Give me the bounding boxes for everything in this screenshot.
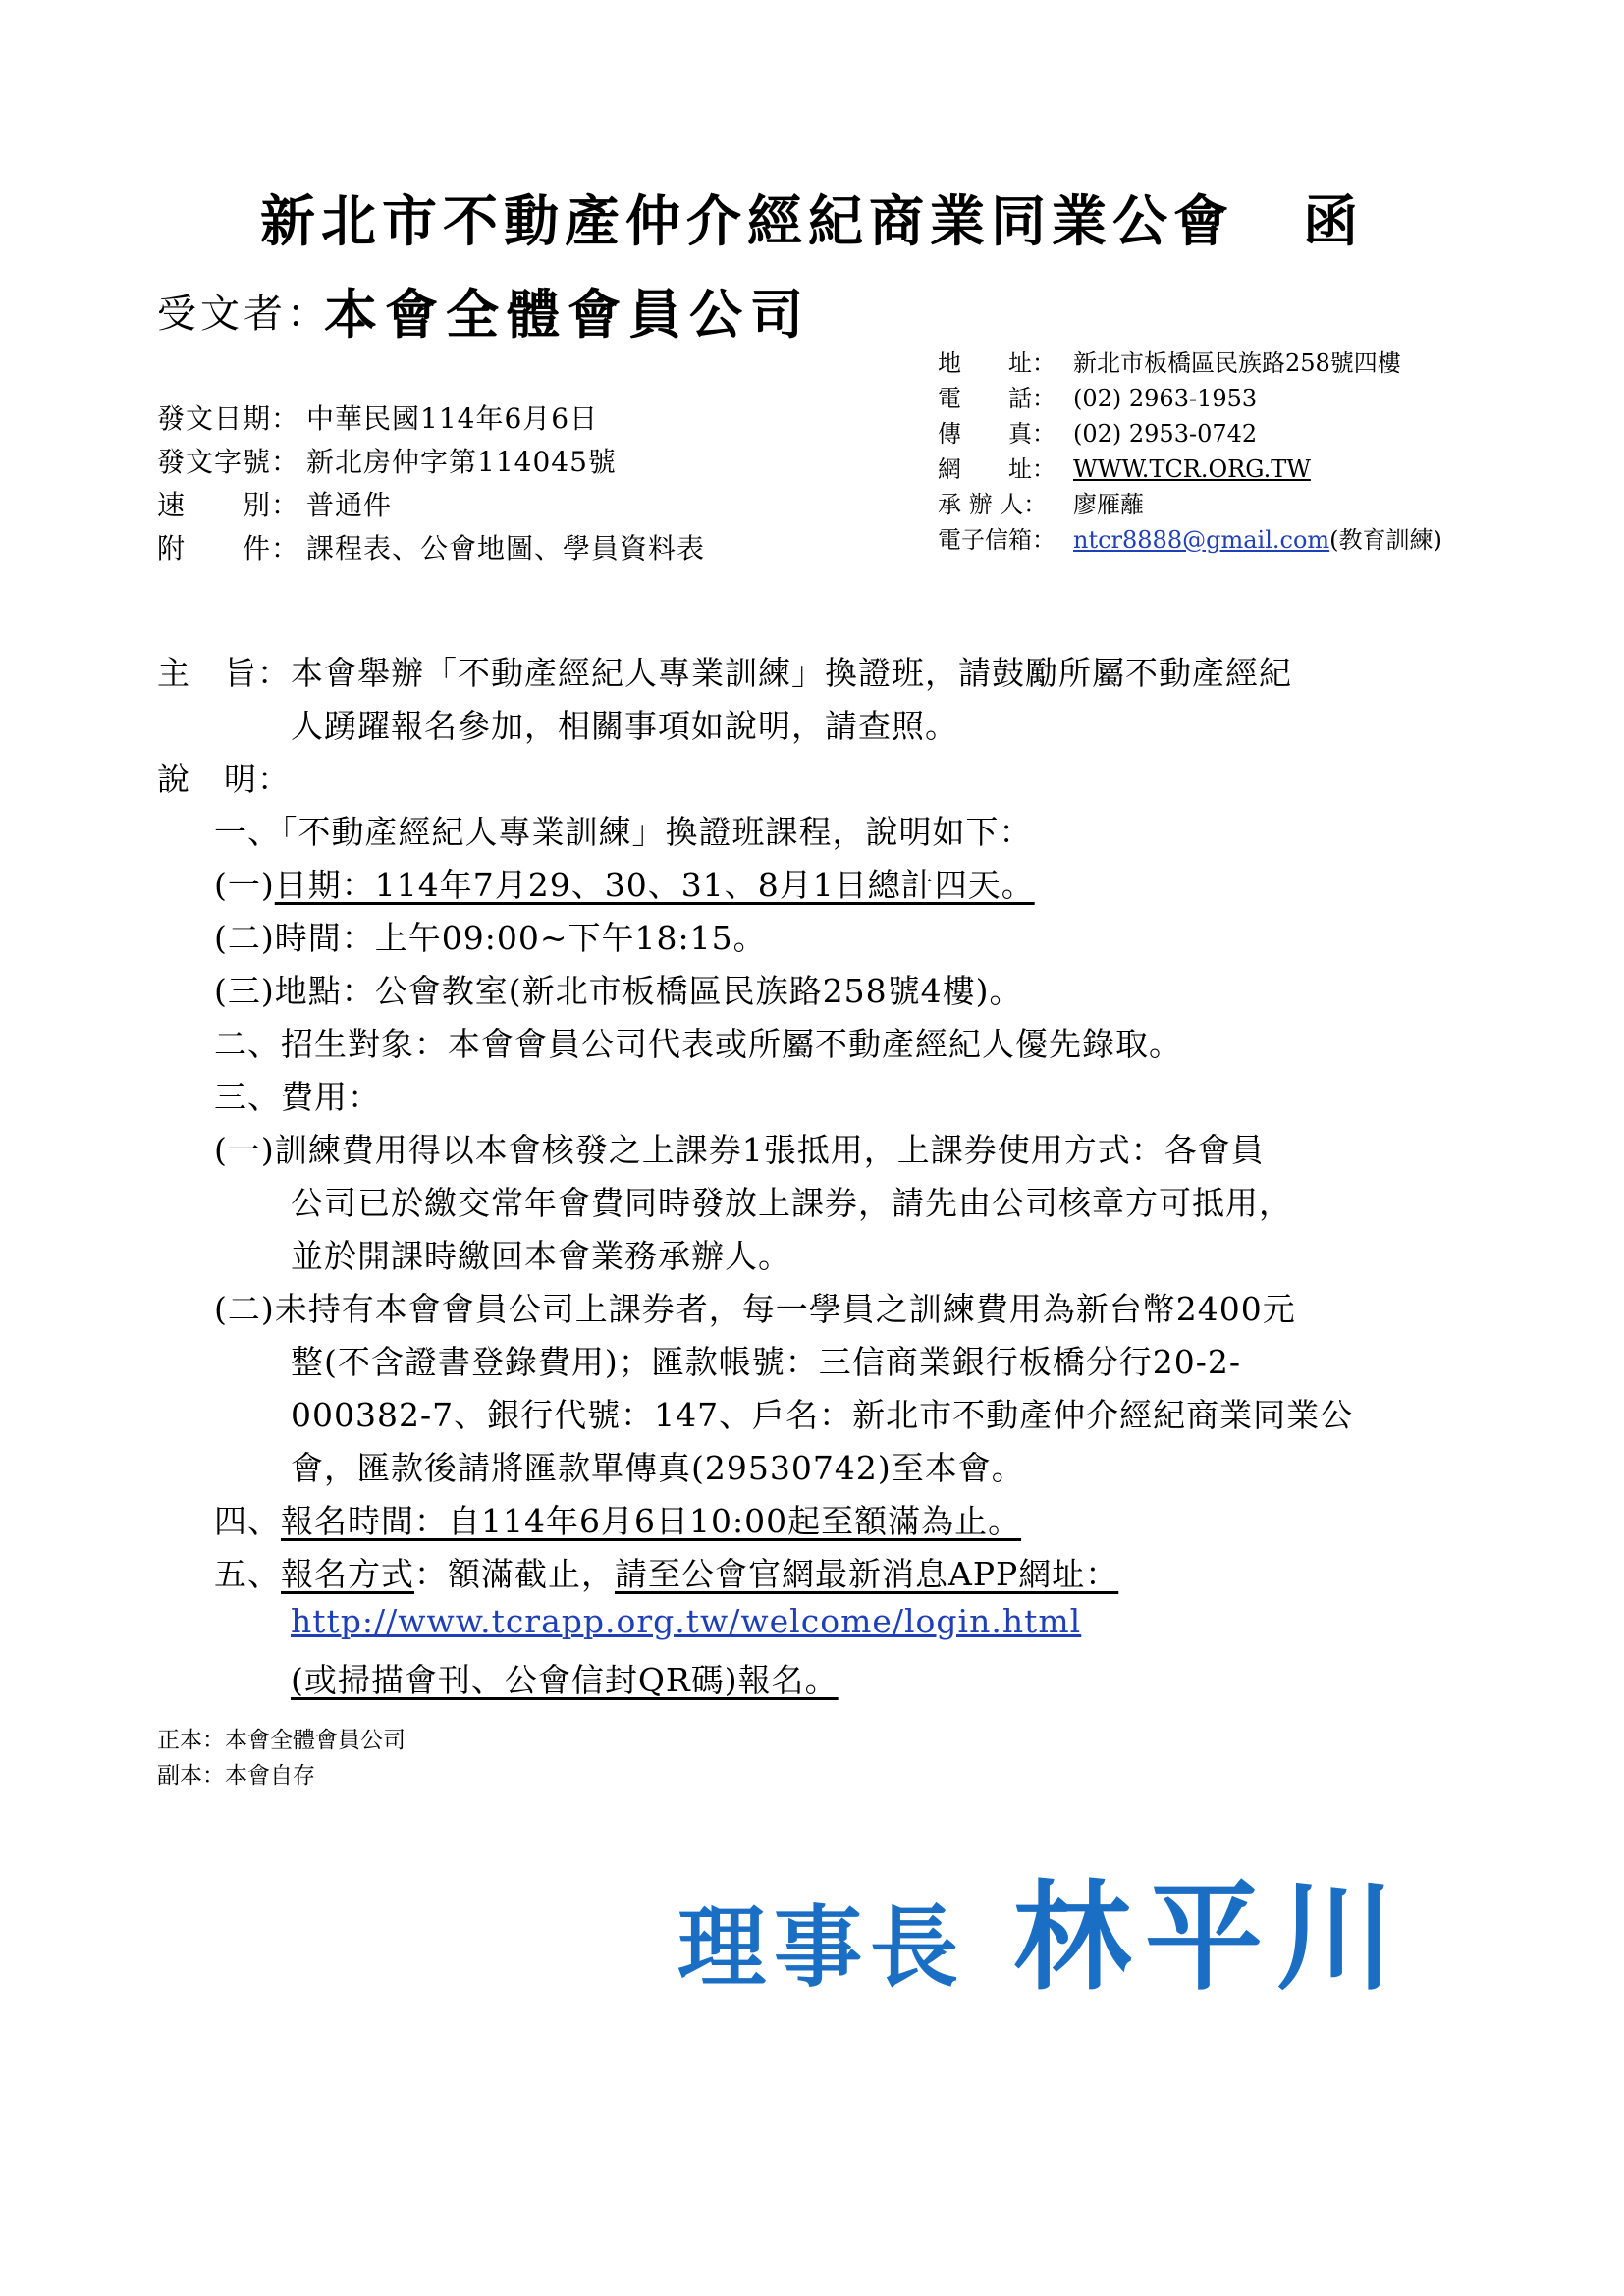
item-1: 一、「不動產經紀人專業訓練」換證班課程，說明如下：	[214, 813, 1033, 851]
item-4: 四、報名時間：自114年6月6日10:00起至額滿為止。	[214, 1502, 1022, 1540]
org-name: 新北市不動產仲介經紀商業同業公會	[260, 189, 1234, 254]
subject-line-1: 本會舉辦「不動產經紀人專業訓練」換證班，請鼓勵所屬不動產經紀	[291, 654, 1292, 692]
item-3-2-line-2: 整(不含證書登錄費用)；匯款帳號：三信商業銀行板橋分行20-2-	[291, 1343, 1242, 1381]
contact-email: 電子信箱： ntcr8888@gmail.com(教育訓練)	[938, 526, 1442, 554]
issue-number: 發文字號： 新北房仲字第114045號	[157, 446, 617, 478]
contact-address: 地 址： 新北市板橋區民族路258號四樓	[938, 349, 1401, 377]
item-5: 五、報名方式：額滿截止，請至公會官網最新消息APP網址：	[214, 1555, 1119, 1593]
item-3-1-line-3: 並於開課時繳回本會業務承辦人。	[291, 1237, 791, 1275]
item-3-2-line-1: (二)未持有本會會員公司上課券者，每一學員之訓練費用為新台幣2400元	[214, 1290, 1296, 1328]
contact-website: 網 址： WWW.TCR.ORG.TW	[938, 455, 1311, 483]
signature-name: 林平川	[1013, 1870, 1408, 2006]
signature-stamp	[677, 1843, 1408, 2012]
website-link[interactable]: WWW.TCR.ORG.TW	[1073, 455, 1311, 483]
item-2: 二、招生對象：本會會員公司代表或所屬不動產經紀人優先錄取。	[214, 1025, 1182, 1063]
attachments: 附 件： 課程表、公會地圖、學員資料表	[157, 532, 706, 564]
item-3-1-line-1: (一)訓練費用得以本會核發之上課券1張抵用，上課券使用方式：各會員	[214, 1131, 1265, 1169]
subject-label: 主 旨：	[157, 654, 291, 692]
document-title	[0, 179, 1624, 257]
registration-url[interactable]: http://www.tcrapp.org.tw/welcome/login.html	[291, 1602, 1082, 1640]
item-3: 三、費用：	[214, 1078, 381, 1116]
email-link[interactable]: ntcr8888@gmail.com	[1073, 526, 1330, 554]
speed-level: 速 別： 普通件	[157, 489, 393, 521]
item-1-1: (一)日期：114年7月29、30、31、8月1日總計四天。	[214, 866, 1035, 904]
contact-fax: 傳 真： (02) 2953-0742	[938, 420, 1258, 448]
item-3-2-line-4: 會，匯款後請將匯款單傳真(29530742)至本會。	[291, 1449, 1025, 1487]
doc-type: 函	[1303, 189, 1364, 254]
item-3-1-line-2: 公司已於繳交常年會費同時發放上課券，請先由公司核章方可抵用，	[291, 1184, 1292, 1222]
subject-line-2: 人踴躍報名參加，相關事項如說明，請查照。	[291, 707, 958, 745]
item-5-note: (或掃描會刊、公會信封QR碼)報名。	[291, 1661, 839, 1699]
item-1-2: (二)時間：上午09:00~下午18:15。	[214, 919, 767, 957]
signature-title: 理事長	[677, 1896, 966, 2000]
recipient-label: 受文者：	[157, 292, 330, 337]
item-3-2-line-3: 000382-7、銀行代號：147、戶名：新北市不動產仲介經紀商業同業公	[291, 1396, 1354, 1434]
recipient-value: 本會全體會員公司	[324, 283, 811, 346]
copy-recipient: 副本：本會自存	[157, 1763, 315, 1789]
item-1-3: (三)地點：公會教室(新北市板橋區民族路258號4樓)。	[214, 972, 1023, 1010]
issue-date: 發文日期： 中華民國114年6月6日	[157, 402, 599, 435]
explanation-label: 說 明：	[157, 760, 291, 798]
contact-phone: 電 話： (02) 2963-1953	[938, 385, 1258, 412]
original-recipient: 正本：本會全體會員公司	[157, 1728, 406, 1753]
contact-handler: 承 辦 人： 廖雁蘺	[938, 491, 1144, 518]
